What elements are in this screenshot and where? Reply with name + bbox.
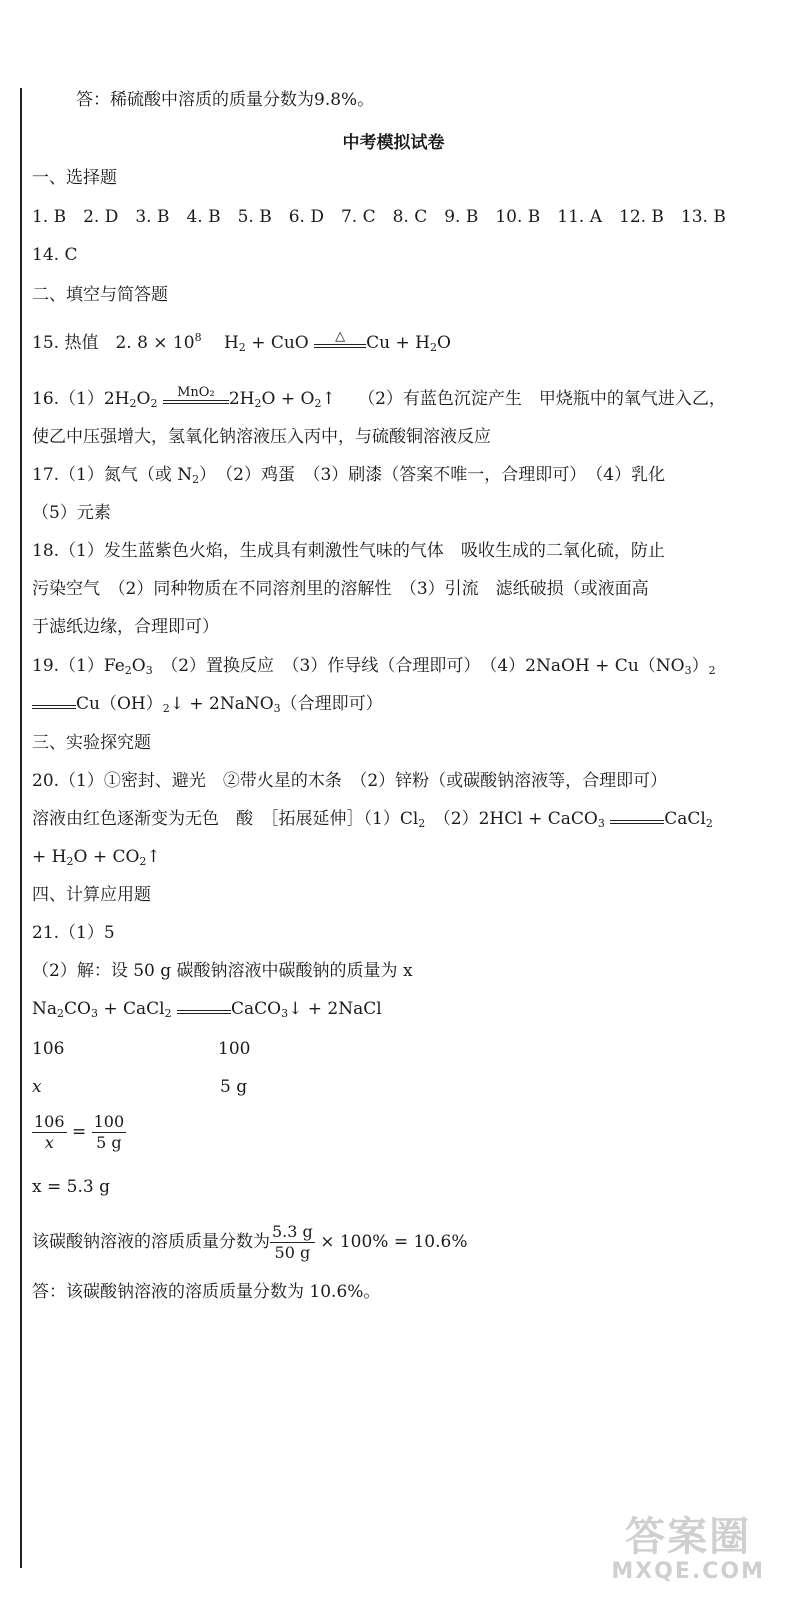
q17-line2: （5）元素 — [32, 503, 111, 523]
q21-equation: $Na_2CO_3$ + CaCl$_2$ CaCO$_3$↓ + 2NaCl — [32, 999, 382, 1020]
q20-line1: 20.（1）①密封、避光 ②带火星的木条 （2）锌粉（或碳酸钠溶液等，合理即可） — [32, 771, 668, 791]
q21-part1: 21.（1）5 — [32, 923, 115, 943]
q18-line3: 于滤纸边缘，合理即可） — [32, 617, 219, 637]
q19-line2: $Cu(OH)_2↓$ + 2NaNO$_3$（合理即可） — [32, 694, 383, 714]
result-x: x = 5.3 g — [32, 1177, 110, 1197]
fraction-right: $\frac{100}{5 g}$ — [93, 1112, 125, 1152]
section-fill: 二、填空与简答题 — [32, 285, 168, 305]
choice-answers-line1: 1. B 2. D 3. B 4. B 5. B 6. D 7. C 8. C 9. B 10. B 11. A 12. B 13. B — [32, 207, 726, 227]
q16-line1: $16.(1)2H_2O_2$ MnO₂ $2H_2O$ + $O_2↑$ （2）有蓝色沉淀产生 甲烧瓶中的氧气进入乙， — [32, 385, 726, 410]
q15-answer: 15. 热值 2. $8 \times 10^8$ $H_2$ + CuO △ $Cu + H_2O$ — [32, 329, 451, 354]
final-answer: 答：该碳酸钠溶液的溶质质量分数为 10.6%。 — [32, 1282, 381, 1302]
choice-answers-line2: 14. C — [32, 245, 78, 265]
section-choice: 一、选择题 — [32, 168, 117, 188]
q21-part2: （2）解：设 50 g 碳酸钠溶液中碳酸钠的质量为 x — [32, 961, 413, 981]
unknown-x: x — [32, 1077, 42, 1097]
mass-fraction-calc: 该碳酸钠溶液的溶质质量分数为 $\frac{5.3 g}{50 g}$ × 100% = 10.6% — [32, 1222, 468, 1262]
q19-line1: $19.(1)Fe_2O_3$ （2）置换反应 （3）作导线（合理即可） （4）2NaOH + $Cu(NO_3)_2$ — [32, 656, 716, 677]
q18-line1: 18.（1）发生蓝紫色火焰，生成具有刺激性气味的气体 吸收生成的二氧化硫，防止 — [32, 541, 665, 561]
fraction-left: $\frac{106}{x}$ — [34, 1112, 65, 1152]
proportion: $\frac{106}{x}$ = $\frac{100}{5 g}$ — [34, 1112, 125, 1152]
q20-line2: 溶液由红色逐渐变为无色 酸 ［拓展延伸$](1)Cl_2$ （2）2HCl + CaCO$_3$ CaCl$_2$ — [32, 809, 713, 830]
q20-line3: + $H_2O$ + $CO_2↑$ — [32, 847, 161, 868]
page-title: 中考模拟试卷 — [342, 133, 445, 153]
q17-line1: 17.（1）氮气（或 $N_2$） （2）鸡蛋 （3）刷漆（答案不唯一，合理即可） （4）乳化 — [32, 465, 666, 486]
section-calculation: 四、计算应用题 — [32, 885, 151, 905]
q16-line2: 使乙中压强增大，氢氧化钠溶液压入丙中，与硫酸铜溶液反应 — [32, 427, 491, 447]
answer-top: 答：稀硫酸中溶质的质量分数为9.8%。 — [76, 90, 375, 110]
margin-rule — [20, 88, 22, 1568]
q18-line2: 污染空气 （2）同种物质在不同溶剂里的溶解性 （3）引流 滤纸破损（或液面高 — [32, 579, 649, 599]
molar-mass-2: 100 — [218, 1039, 251, 1059]
fraction-calc: $\frac{5.3 g}{50 g}$ — [272, 1222, 313, 1262]
watermark-logo: 答案圈 MXQE.COM — [611, 1514, 765, 1584]
mass-value: 5 g — [220, 1077, 248, 1097]
section-experiment: 三、实验探究题 — [32, 733, 151, 753]
molar-mass-1: 106 — [32, 1039, 65, 1059]
